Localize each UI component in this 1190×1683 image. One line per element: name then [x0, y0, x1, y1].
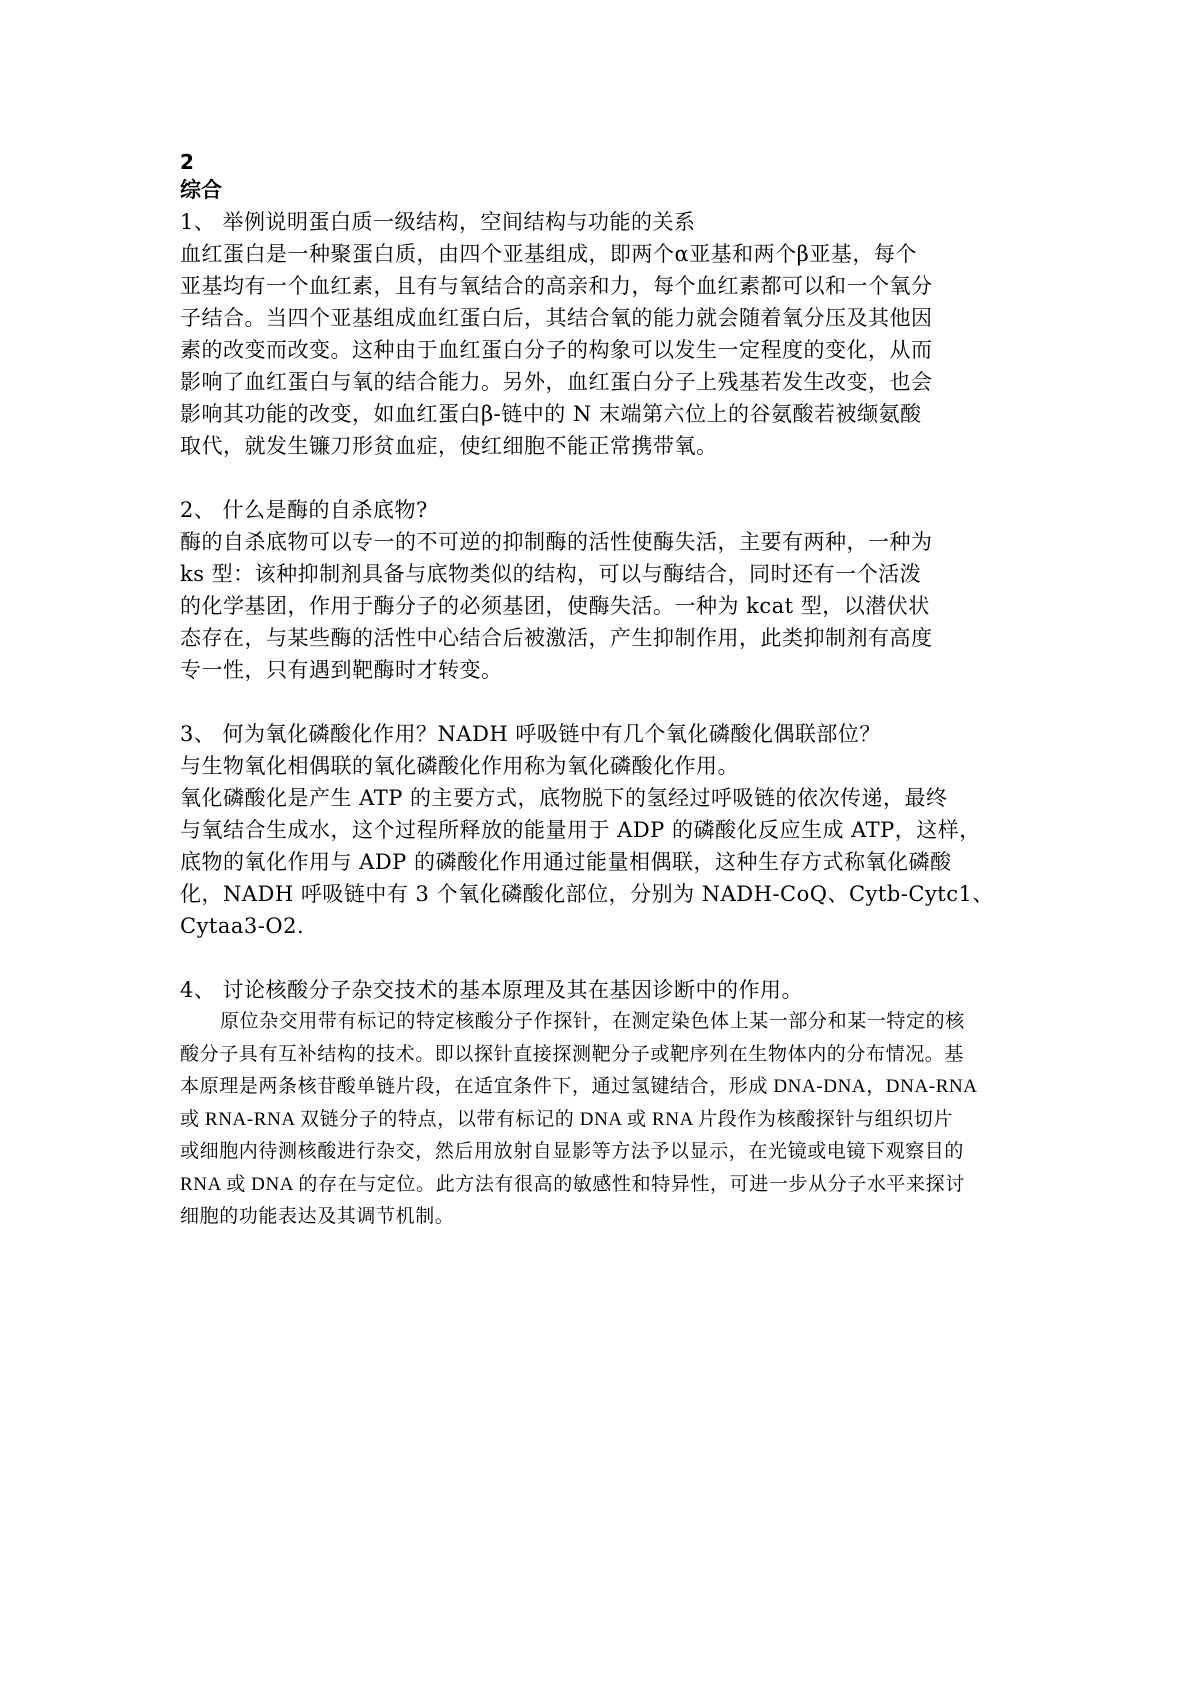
- answer-line: 与氧结合生成水，这个过程所释放的能量用于 ADP 的磷酸化反应生成 ATP，这样，: [180, 818, 981, 842]
- answer-line: ks 型：该种抑制剂具备与底物类似的结构，可以与酶结合，同时还有一个活泼: [180, 562, 922, 586]
- answer-line: 与生物氧化相偶联的氧化磷酸化作用称为氧化磷酸化作用。: [180, 754, 739, 778]
- answer-line: 血红蛋白是一种聚蛋白质，由四个亚基组成，即两个α亚基和两个β亚基，每个: [180, 242, 917, 266]
- answer-line: 的化学基团，作用于酶分子的必须基团，使酶失活。一种为 kcat 型，以潜伏状: [180, 594, 930, 618]
- question-block-3: [180, 718, 1020, 942]
- answer-line: 素的改变而改变。这种由于血红蛋白分子的构象可以发生一定程度的变化，从而: [180, 338, 933, 362]
- paragraph-gap: [180, 942, 1020, 974]
- page-number: 2: [180, 150, 194, 174]
- answer-line: 专一性，只有遇到靶酶时才转变。: [180, 658, 503, 682]
- question-heading: 2、 什么是酶的自杀底物?: [180, 498, 428, 522]
- answer-line: 酸分子具有互补结构的技术。即以探针直接探测靶分子或靶序列在生物体内的分布情况。基: [180, 1043, 965, 1065]
- answer-line: 酶的自杀底物可以专一的不可逆的抑制酶的活性使酶失活，主要有两种，一种为: [180, 530, 933, 554]
- question-heading: 4、 讨论核酸分子杂交技术的基本原理及其在基因诊断中的作用。: [180, 978, 804, 1002]
- question-block-4: [180, 974, 1020, 1234]
- answer-line: 本原理是两条核苷酸单链片段，在适宜条件下，通过氢键结合，形成 DNA-DNA，DNA-RNA: [180, 1076, 978, 1097]
- question-heading: 1、 举例说明蛋白质一级结构，空间结构与功能的关系: [180, 210, 696, 234]
- answer-line: 化，NADH 呼吸链中有 3 个氧化磷酸化部位，分别为 NADH-CoQ、Cytb-Cytc1、: [180, 882, 994, 906]
- paragraph-gap: [180, 686, 1020, 718]
- answer-line: 态存在，与某些酶的活性中心结合后被激活，产生抑制作用，此类抑制剂有高度: [180, 626, 933, 650]
- answer-line: 或 RNA-RNA 双链分子的特点，以带有标记的 DNA 或 RNA 片段作为核酸探针与组织切片: [180, 1108, 953, 1130]
- answer-line: 子结合。当四个亚基组成血红蛋白后，其结合氧的能力就会随着氧分压及其他因: [180, 306, 933, 330]
- answer-line: 影响其功能的改变，如血红蛋白β-链中的 N 末端第六位上的谷氨酸若被缬氨酸: [180, 402, 922, 426]
- section-title: 综合: [180, 178, 222, 202]
- answer-line: RNA 或 DNA 的存在与定位。此方法有很高的敏感性和特异性，可进一步从分子水平来探讨: [180, 1173, 965, 1195]
- document-page: [180, 148, 1020, 1234]
- answer-line: 细胞的功能表达及其调节机制。: [180, 1206, 455, 1227]
- answer-line: 底物的氧化作用与 ADP 的磷酸化作用通过能量相偶联，这种生存方式称氧化磷酸: [180, 850, 952, 874]
- answer-line: 或细胞内待测核酸进行杂交，然后用放射自显影等方法予以显示，在光镜或电镜下观察目的: [180, 1141, 965, 1162]
- answer-line: 亚基均有一个血红素，且有与氧结合的高亲和力，每个血红素都可以和一个氧分: [180, 274, 933, 298]
- answer-line: 原位杂交用带有标记的特定核酸分子作探针，在测定染色体上某一部分和某一特定的核: [220, 1011, 965, 1032]
- answer-line: 取代，就发生镰刀形贫血症，使红细胞不能正常携带氧。: [180, 434, 718, 458]
- question-block-1: [180, 206, 1020, 462]
- question-block-2: [180, 494, 1020, 686]
- question-heading: 3、 何为氧化磷酸化作用？NADH 呼吸链中有几个氧化磷酸化偶联部位？: [180, 722, 881, 746]
- answer-line: 氧化磷酸化是产生 ATP 的主要方式，底物脱下的氢经过呼吸链的依次传递，最终: [180, 786, 948, 810]
- answer-line: 影响了血红蛋白与氧的结合能力。另外，血红蛋白分子上残基若发生改变，也会: [180, 370, 933, 394]
- answer-line: Cytaa3-O2.: [180, 914, 305, 938]
- paragraph-gap: [180, 462, 1020, 494]
